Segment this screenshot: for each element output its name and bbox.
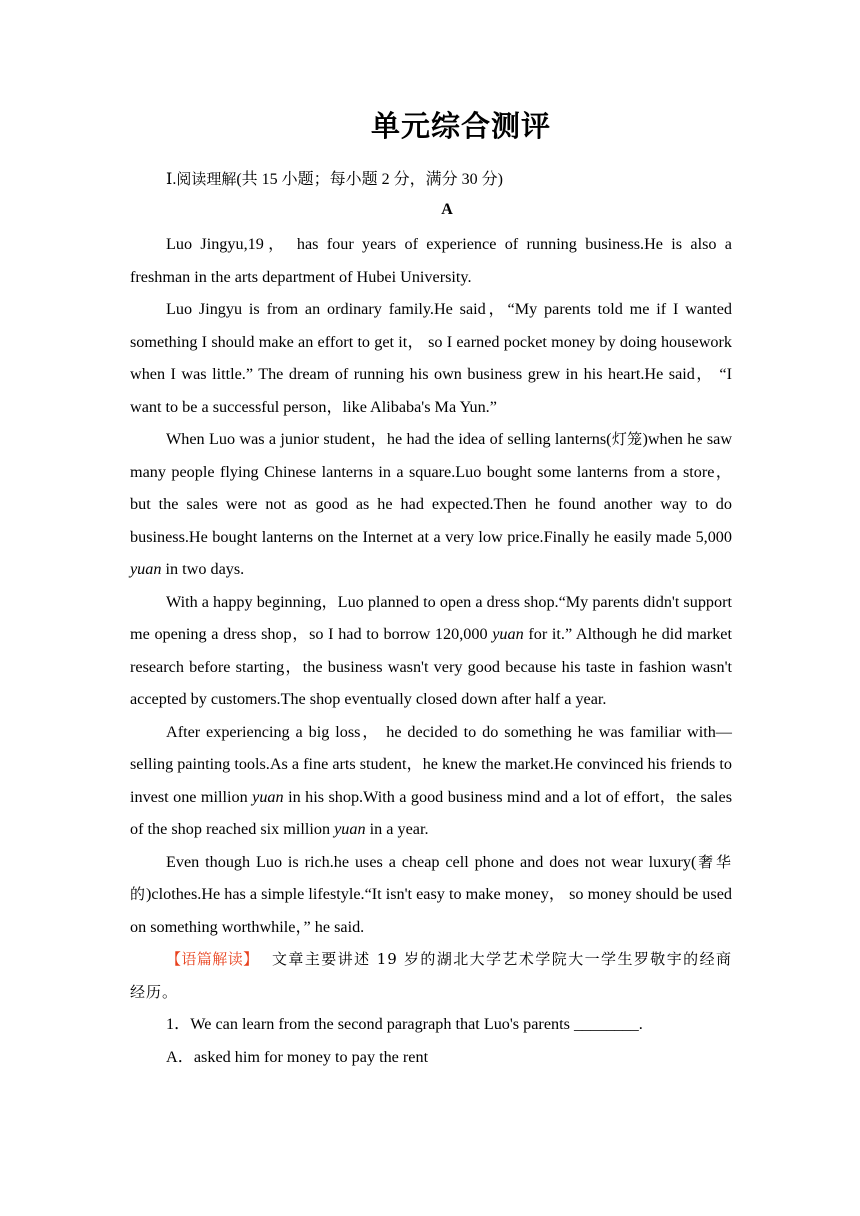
section-number: Ⅰ. xyxy=(166,171,177,188)
gloss-lantern: 灯笼 xyxy=(611,430,643,448)
paragraph-2: Luo Jingyu is from an ordinary family.He said，“My parents told me if I wanted something I should make an effort to get it， so I earned pocket money by doing housework when I was little.” The dream of running his own business grew in his heart.He said， “I want to be a successful person，like Alibaba's Ma Yun.” xyxy=(130,300,732,416)
analysis-note xyxy=(130,943,732,1008)
passage-label: A xyxy=(441,201,453,218)
section-heading xyxy=(166,166,503,189)
section-name: 阅读理解 xyxy=(176,170,237,188)
paragraph-5: After experiencing a big loss， he decided to do something he was familiar with—selling painting tools.As a fine arts student，he knew the market.He convinced his friends to invest one million yuan in his shop.With a good business mind and a lot of effort，the sales of the shop reached six million yuan in a year. xyxy=(130,722,732,838)
page-title: 单元综合测评 xyxy=(370,109,551,143)
paragraph-1: Luo Jingyu,19， has four years of experience of running business.He is also a freshman in the arts department of Hubei University. xyxy=(130,235,732,286)
paragraph-4: With a happy beginning，Luo planned to open a dress shop.“My parents didn't support me opening a dress shop，so I had to borrow 120,000 yuan for it.” Although he did market research before starting，the business wasn't very good because his taste in fashion wasn't accepted by customers.The shop eventually closed down after half a year. xyxy=(130,592,732,708)
analysis-text: 文章主要讲述 19 岁的湖北大学艺术学院大一学生罗敬宇的经商经历。 xyxy=(130,950,732,1001)
passage-body xyxy=(130,228,732,1073)
question-1-option-a: A．asked him for money to pay the rent xyxy=(166,1047,429,1066)
question-1-stem: 1．We can learn from the second paragraph that Luo's parents ________. xyxy=(166,1015,643,1033)
section-info: (共 15 小题；每小题 2 分，满分 30 分) xyxy=(236,171,504,188)
gloss-luxury: 奢华的 xyxy=(130,852,732,903)
paragraph-6: Even though Luo is rich.he uses a cheap cell phone and does not wear luxury(奢华的)clothes.He has a simple lifestyle.“It isn't easy to make money， so money should be used on something worthwhile，” he said. xyxy=(130,852,732,936)
paragraph-3: When Luo was a junior student，he had the idea of selling lanterns(灯笼)when he saw many people flying Chinese lanterns in a square.Luo bought some lanterns from a store，but the sales were not as good as he had expected.Then he found another way to do business.He bought lanterns on the Internet at a very low price.Finally he easily made 5,000 yuan in two days. xyxy=(130,430,733,578)
analysis-tag: 【语篇解读】 xyxy=(166,950,259,968)
